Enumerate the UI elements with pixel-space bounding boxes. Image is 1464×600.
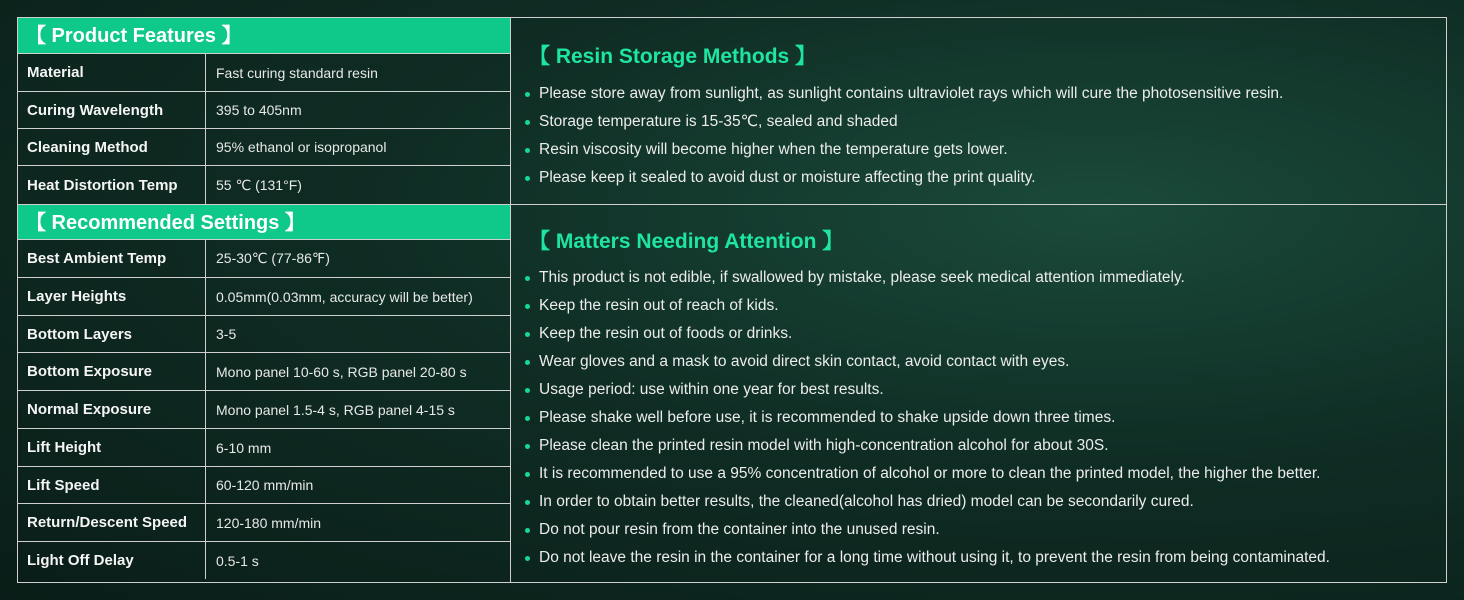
bullet-icon [525, 332, 530, 337]
row-label: Material [18, 54, 206, 91]
list-item-text: Please shake well before use, it is recommended to shake upside down three times. [539, 409, 1116, 426]
attention-list [511, 264, 1446, 572]
bullet-icon [525, 92, 530, 97]
bullet-icon [525, 176, 530, 181]
list-item-text: Please keep it sealed to avoid dust or moisture affecting the print quality. [539, 169, 1036, 186]
row-label: Curing Wavelength [18, 92, 206, 128]
list-item-text: This product is not edible, if swallowed by mistake, please seek medical attention immediately. [539, 269, 1185, 286]
row-label: Bottom Exposure [18, 353, 206, 390]
spec-tables [18, 18, 511, 582]
list-item [525, 432, 1446, 460]
row-label: Light Off Delay [18, 542, 206, 579]
bullet-icon [525, 500, 530, 505]
row-value: Mono panel 1.5-4 s, RGB panel 4-15 s [216, 401, 455, 418]
row-label: Heat Distortion Temp [18, 166, 206, 204]
row-value: 95% ethanol or isopropanol [216, 139, 387, 155]
bullet-icon [525, 416, 530, 421]
list-item-text: Do not leave the resin in the container for a long time without using it, to prevent the resin from being contaminated. [539, 549, 1330, 566]
table-row [18, 353, 510, 391]
attention-panel [511, 205, 1446, 582]
row-label: Layer Heights [18, 278, 206, 315]
list-item-text: Resin viscosity will become higher when the temperature gets lower. [539, 141, 1008, 158]
storage-title: 【 Resin Storage Methods 】 [529, 45, 817, 68]
attention-title: 【 Matters Needing Attention 】 [529, 230, 844, 253]
table-row [18, 542, 510, 579]
list-item [525, 516, 1446, 544]
row-value: 60-120 mm/min [216, 477, 314, 493]
row-label: Lift Speed [18, 467, 206, 503]
bullet-icon [525, 528, 530, 533]
list-item-text: Usage period: use within one year for best results. [539, 381, 884, 398]
bullet-icon [525, 388, 530, 393]
row-value: 55 ℃ (131°F) [216, 176, 302, 193]
row-value: 0.05mm(0.03mm, accuracy will be better) [216, 288, 473, 305]
recommended-settings-heading: 【 Recommended Settings 】 [18, 204, 510, 240]
bullet-icon [525, 472, 530, 477]
bullet-icon [525, 148, 530, 153]
product-features-table [18, 54, 510, 204]
row-value: 395 to 405nm [216, 102, 302, 118]
list-item [525, 136, 1446, 164]
list-item [525, 264, 1446, 292]
table-row [18, 166, 510, 204]
product-features-heading: 【 Product Features 】 [18, 18, 510, 54]
list-item [525, 108, 1446, 136]
table-row [18, 240, 510, 278]
bullet-icon [525, 556, 530, 561]
list-item [525, 376, 1446, 404]
list-item [525, 348, 1446, 376]
recommended-settings-table [18, 240, 510, 579]
bullet-icon [525, 444, 530, 449]
row-value: Mono panel 10-60 s, RGB panel 20-80 s [216, 363, 467, 380]
list-item-text: In order to obtain better results, the cleaned(alcohol has dried) model can be secondarily cured. [539, 493, 1194, 510]
bullet-icon [525, 276, 530, 281]
list-item [525, 80, 1446, 108]
row-value: 120-180 mm/min [216, 514, 322, 531]
row-label: Cleaning Method [18, 129, 206, 165]
bullet-icon [525, 304, 530, 309]
bullet-icon [525, 120, 530, 125]
list-item-text: Do not pour resin from the container into the unused resin. [539, 521, 940, 538]
list-item-text: Wear gloves and a mask to avoid direct skin contact, avoid contact with eyes. [539, 353, 1070, 370]
list-item [525, 544, 1446, 572]
table-row [18, 391, 510, 429]
bullet-icon [525, 360, 530, 365]
row-value: 0.5-1 s [216, 552, 259, 569]
list-item [525, 164, 1446, 192]
row-label: Return/Descent Speed [18, 504, 206, 541]
list-item-text: Keep the resin out of foods or drinks. [539, 325, 793, 342]
list-item [525, 488, 1446, 516]
list-item-text: Please clean the printed resin model with high-concentration alcohol for about 30S. [539, 437, 1109, 454]
row-value: 25-30℃ (77-86℉) [216, 250, 330, 266]
storage-panel [511, 18, 1446, 205]
table-row [18, 467, 510, 504]
list-item-text: Please store away from sunlight, as sunlight contains ultraviolet rays which will cure the photosensitive resin. [539, 85, 1284, 102]
table-row [18, 129, 510, 166]
storage-list [511, 80, 1446, 192]
list-item-text: It is recommended to use a 95% concentration of alcohol or more to clean the printed model, the higher the better. [539, 465, 1321, 482]
row-label: Bottom Layers [18, 316, 206, 352]
table-row [18, 278, 510, 316]
table-row [18, 54, 510, 92]
list-item [525, 460, 1446, 488]
row-label: Normal Exposure [18, 391, 206, 428]
row-value: Fast curing standard resin [216, 64, 378, 81]
row-value: 3-5 [216, 326, 237, 342]
table-row [18, 92, 510, 129]
list-item-text: Keep the resin out of reach of kids. [539, 297, 779, 314]
table-row [18, 504, 510, 542]
table-row [18, 316, 510, 353]
row-value: 6-10 mm [216, 439, 272, 456]
row-label: Best Ambient Temp [18, 240, 206, 277]
list-item [525, 404, 1446, 432]
info-panels [511, 18, 1446, 582]
list-item-text: Storage temperature is 15-35℃, sealed and shaded [539, 113, 898, 130]
spec-frame [17, 17, 1447, 583]
list-item [525, 292, 1446, 320]
list-item [525, 320, 1446, 348]
row-label: Lift Height [18, 429, 206, 466]
table-row [18, 429, 510, 467]
